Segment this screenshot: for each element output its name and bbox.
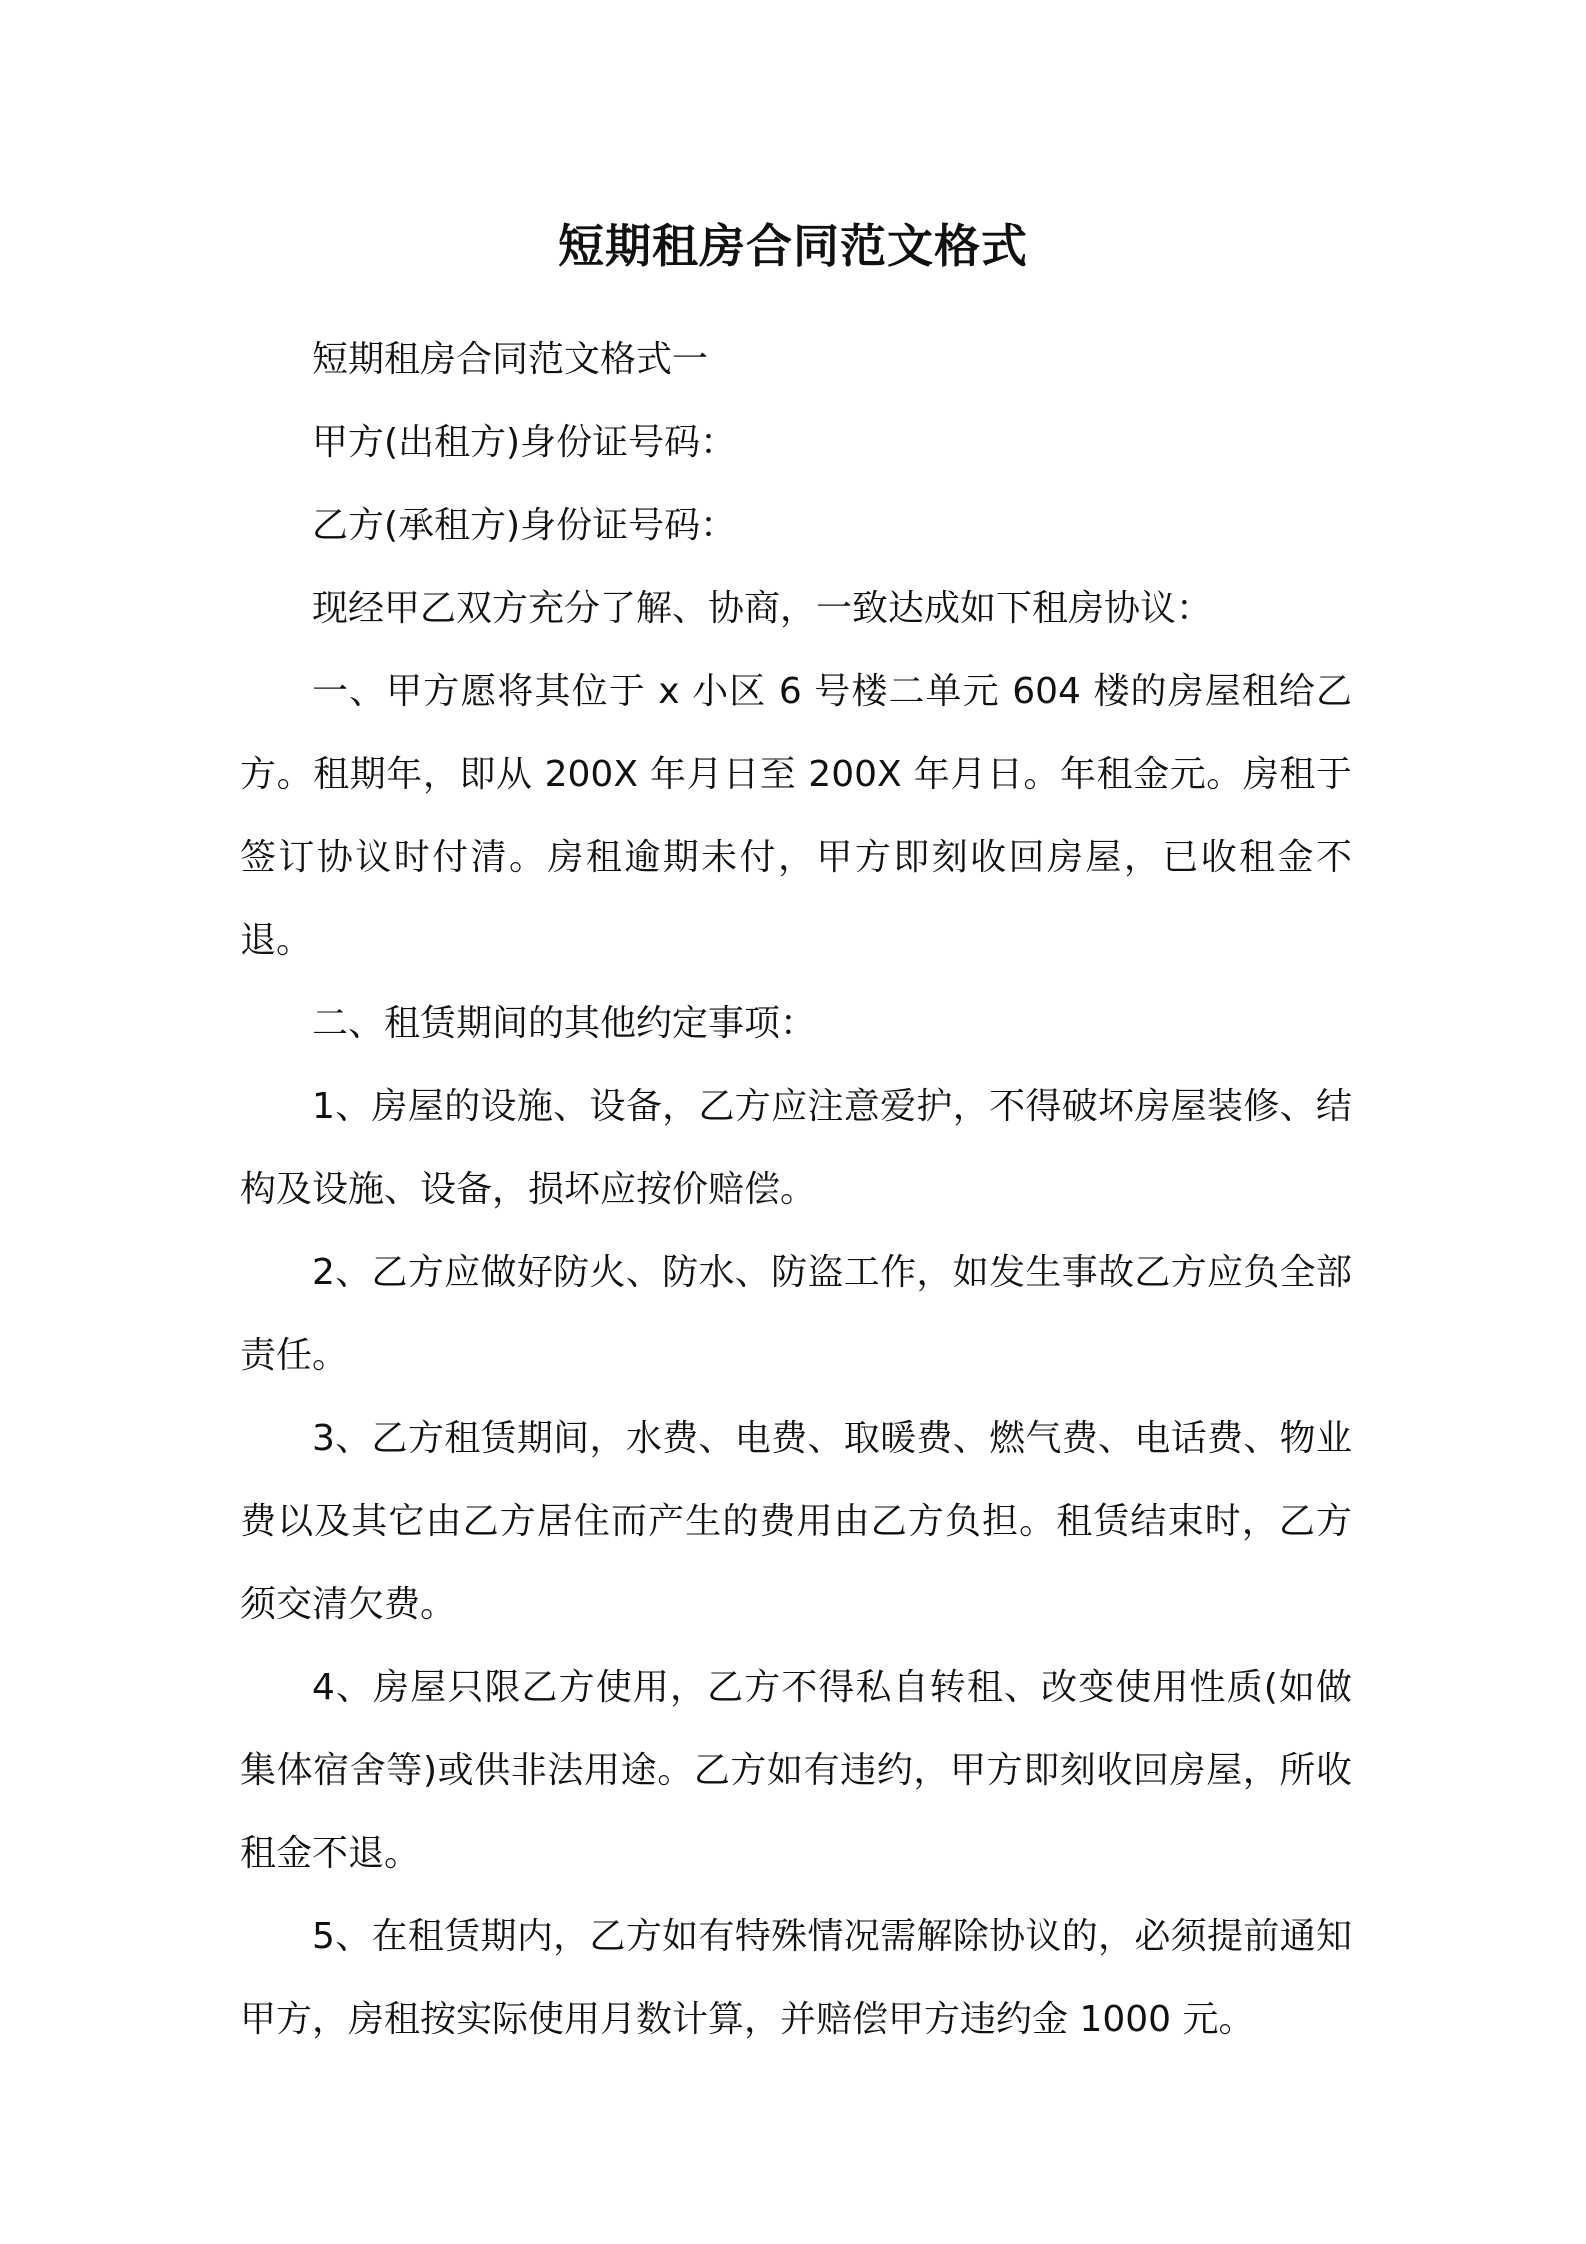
- paragraph-clause-1: 一、甲方愿将其位于 x 小区 6 号楼二单元 604 楼的房屋租给乙方。租期年，即从 200X 年月日至 200X 年月日。年租金元。房租于签订协议时付清。房租逾期未付，甲方即刻收回房屋，已收租金不退。: [240, 671, 1352, 961]
- paragraph-agreement-intro: 现经甲乙双方充分了解、协商，一致达成如下租房协议：: [312, 588, 1213, 629]
- paragraph-item-2: 2、乙方应做好防火、防水、防盗工作，如发生事故乙方应负全部责任。: [240, 1252, 1352, 1376]
- paragraph-item-5: 5、在租赁期内，乙方如有特殊情况需解除协议的，必须提前通知甲方，房租按实际使用月数计算，并赔偿甲方违约金 1000 元。: [240, 1916, 1352, 2040]
- paragraph-item-3: 3、乙方租赁期间，水费、电费、取暖费、燃气费、电话费、物业费以及其它由乙方居住而产生的费用由乙方负担。租赁结束时，乙方须交清欠费。: [240, 1418, 1352, 1625]
- paragraph-party-b: 乙方(承租方)身份证号码：: [312, 505, 737, 546]
- paragraph-item-4: 4、房屋只限乙方使用，乙方不得私自转租、改变使用性质(如做集体宿舍等)或供非法用途。乙方如有违约，甲方即刻收回房屋，所收租金不退。: [240, 1667, 1352, 1874]
- paragraph-item-1: 1、房屋的设施、设备，乙方应注意爱护，不得破坏房屋装修、结构及设施、设备，损坏应按价赔偿。: [240, 1086, 1352, 1210]
- paragraph-party-a: 甲方(出租方)身份证号码：: [312, 422, 737, 463]
- document-body: [240, 318, 1352, 2061]
- document-title: 短期租房合同范文格式: [558, 219, 1028, 273]
- paragraph-clause-2: 二、租赁期间的其他约定事项：: [312, 1003, 817, 1044]
- paragraph-subtitle: 短期租房合同范文格式一: [312, 339, 709, 380]
